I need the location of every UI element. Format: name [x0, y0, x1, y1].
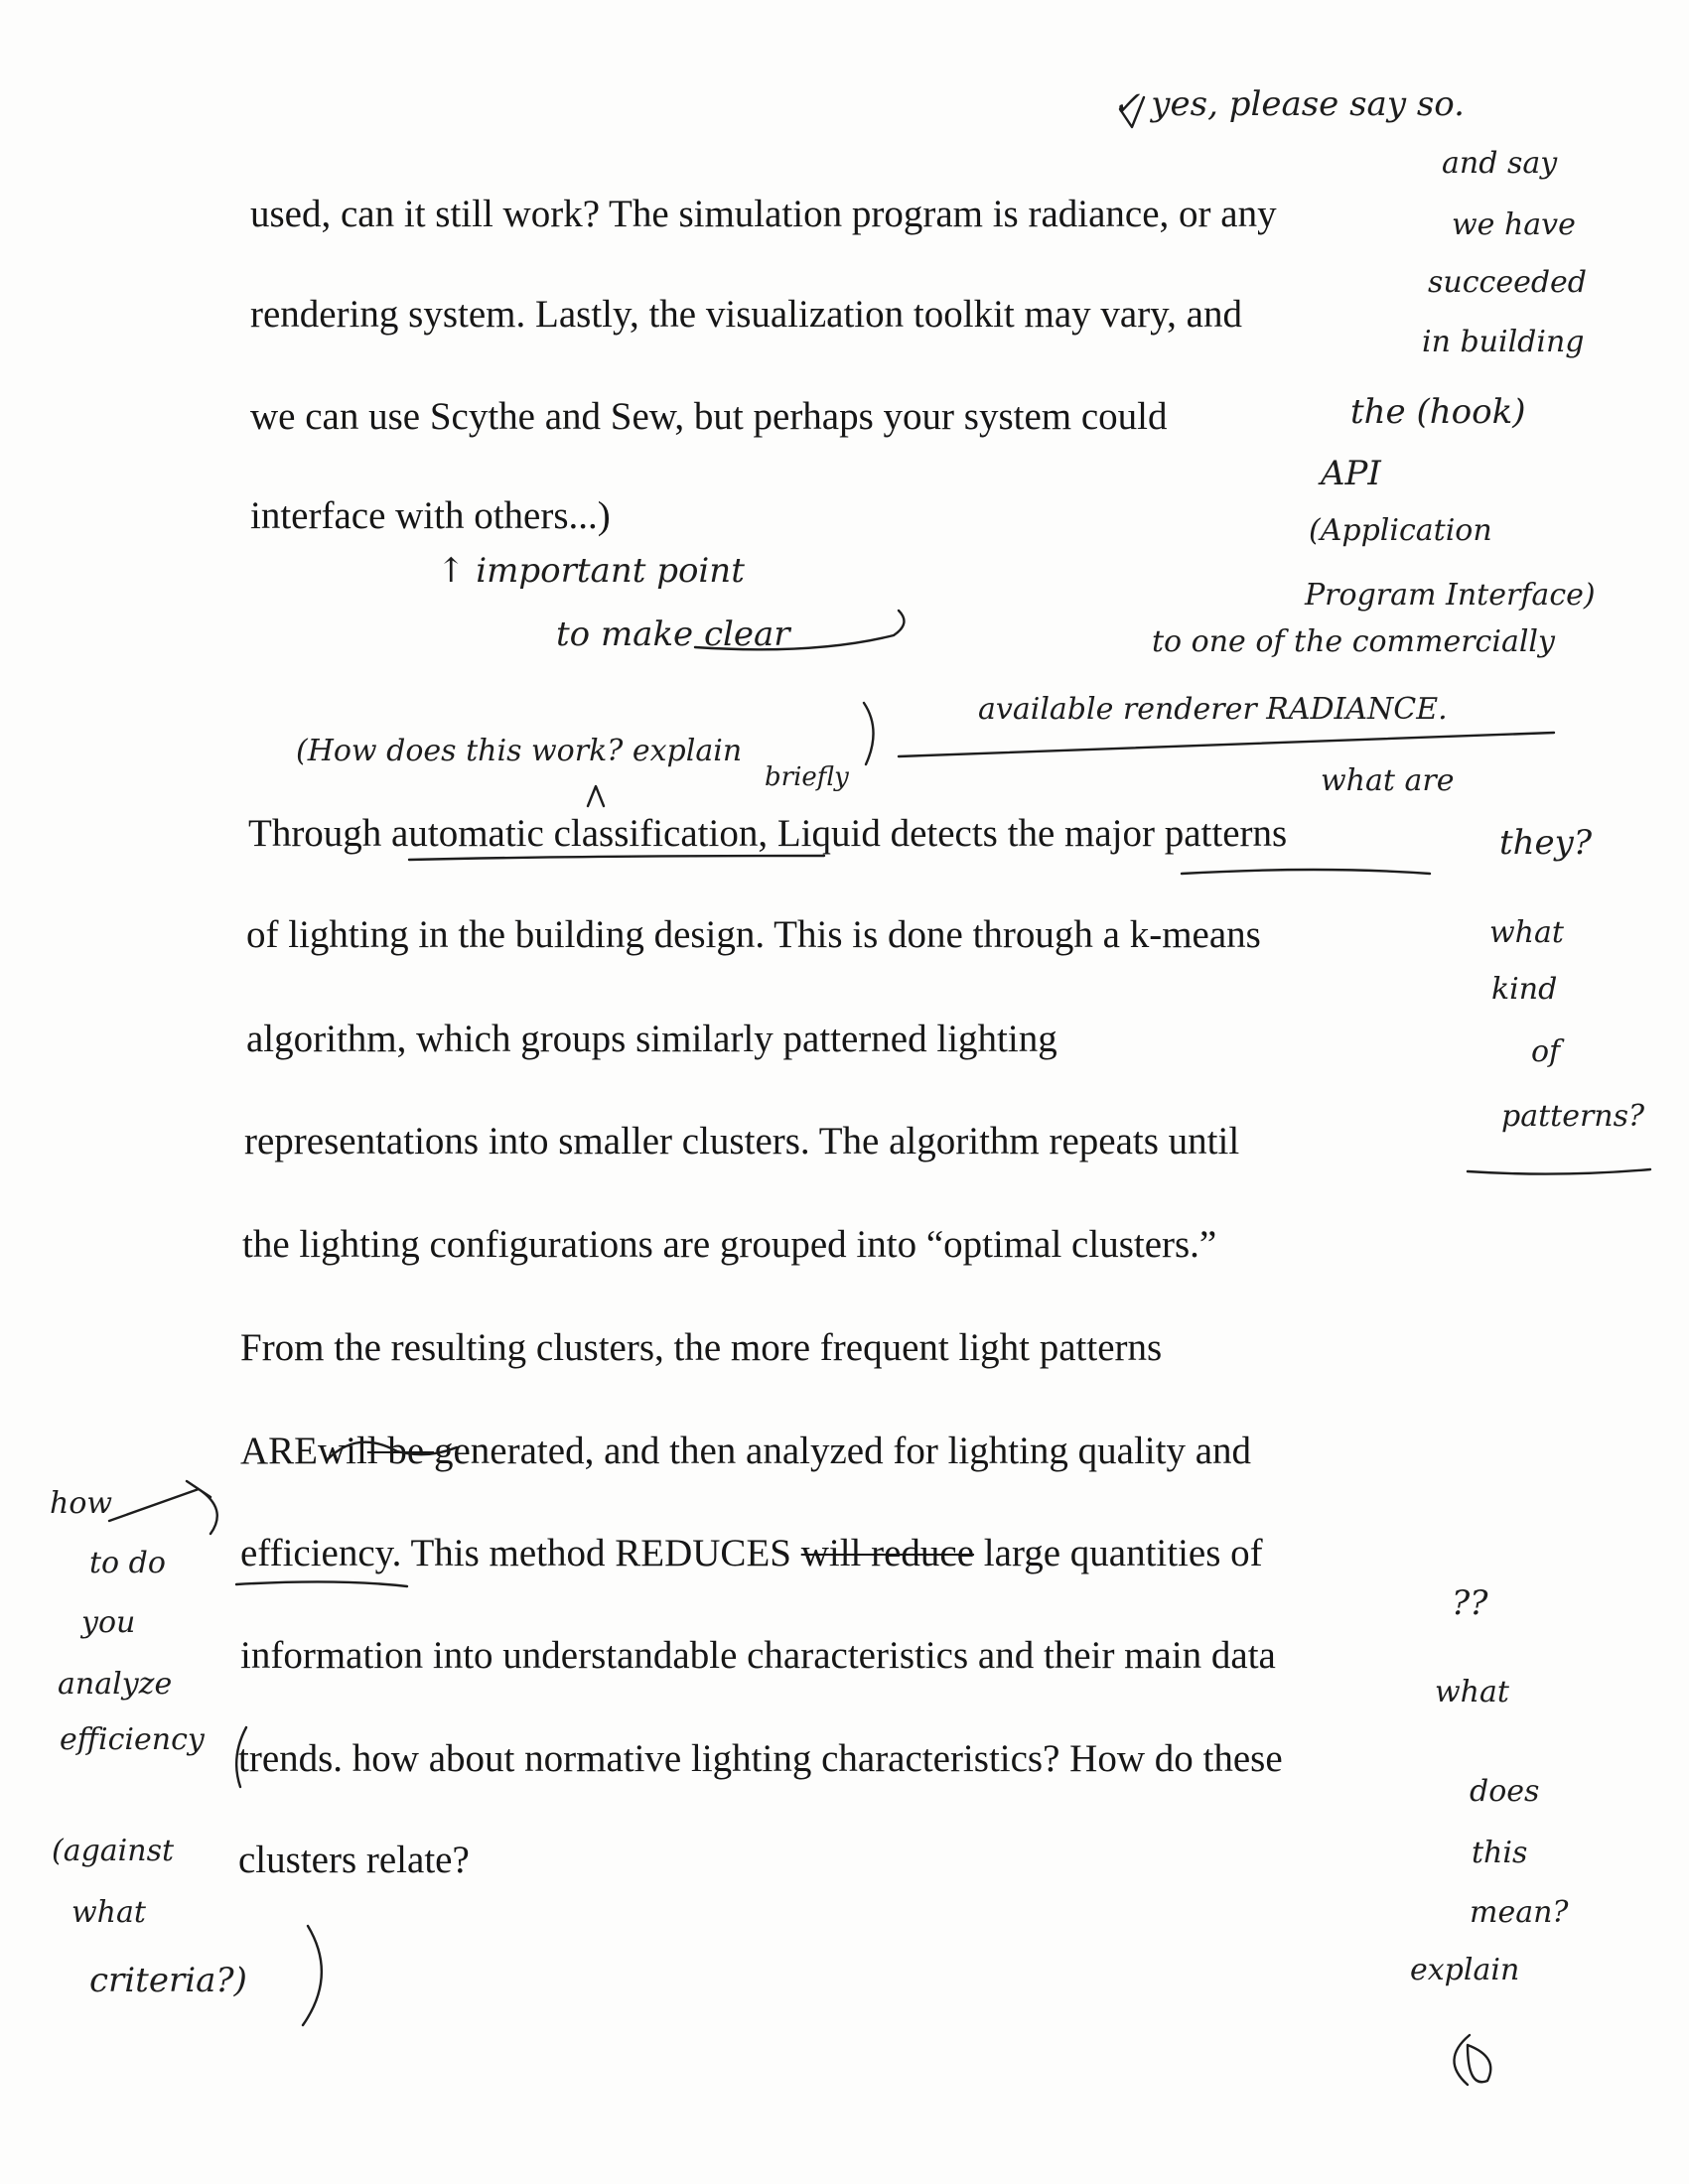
- handwritten-note: criteria?): [89, 1961, 247, 2000]
- handwritten-note: efficiency: [60, 1722, 205, 1757]
- handwritten-note: ??: [1452, 1583, 1488, 1623]
- text-line-edited: [240, 1432, 1251, 1470]
- underline-stroke: [236, 1581, 407, 1586]
- handwritten-note: what: [1489, 915, 1564, 950]
- handwritten-note: briefly: [765, 762, 849, 792]
- handwritten-note: we have: [1452, 207, 1576, 242]
- handwritten-note: (against: [52, 1834, 175, 1868]
- handwritten-note: available renderer RADIANCE.: [978, 692, 1448, 727]
- text-line: information into understandable characteristics and their main data: [240, 1634, 1276, 1677]
- handwritten-note: and say: [1442, 146, 1558, 181]
- handwritten-note: ✓ yes, please say so.: [1112, 84, 1465, 124]
- handwritten-note: kind: [1491, 972, 1558, 1007]
- text-line-edited: [240, 1534, 1263, 1572]
- handwritten-note: you: [81, 1605, 136, 1640]
- struck-text: will reduce: [800, 1532, 975, 1574]
- text-line: we can use Scythe and Sew, but perhaps your system could: [250, 395, 1168, 438]
- text-line: the lighting configurations are grouped into “optimal clusters.”: [242, 1223, 1217, 1266]
- handwritten-note: to do: [89, 1546, 166, 1580]
- underline-stroke: [409, 856, 824, 860]
- handwritten-note: what are: [1321, 763, 1455, 798]
- text-fragment: generated, and then analyzed for lighting quality and: [434, 1430, 1252, 1472]
- text-line: used, can it still work? The simulation program is radiance, or any: [250, 193, 1277, 235]
- caret-stroke: [588, 786, 604, 806]
- text-line: From the resulting clusters, the more frequent light patterns: [240, 1326, 1163, 1369]
- text-fragment: AREwil: [240, 1430, 367, 1472]
- handwritten-note: this: [1472, 1836, 1528, 1870]
- handwritten-note: in building: [1422, 325, 1585, 359]
- handwritten-note: API: [1321, 454, 1381, 493]
- handwritten-note: what: [1435, 1675, 1509, 1709]
- handwritten-note: does: [1470, 1774, 1540, 1809]
- handwritten-note: ↑ important point: [437, 551, 745, 591]
- text-line: algorithm, which groups similarly patterned lighting: [246, 1018, 1057, 1060]
- text-fragment: efficiency. This method REDUCES: [240, 1532, 801, 1574]
- handwritten-note: (How does this work? explain: [296, 734, 743, 768]
- text-line: interface with others...): [250, 494, 611, 537]
- text-fragment: large quantities of: [974, 1532, 1263, 1574]
- handwritten-note: patterns?: [1501, 1099, 1645, 1134]
- handwritten-note: to one of the commercially: [1152, 624, 1555, 659]
- handwritten-note: analyze: [58, 1667, 173, 1702]
- text-line: of lighting in the building design. This is done through a k-means: [246, 913, 1261, 956]
- handwritten-note: mean?: [1470, 1895, 1569, 1930]
- handwritten-note: Program Interface): [1305, 578, 1596, 613]
- handwritten-note: to make clear: [556, 614, 790, 654]
- handwritten-note: succeeded: [1428, 265, 1587, 300]
- text-line: clusters relate?: [238, 1839, 470, 1881]
- paren-stroke: [303, 1926, 322, 2025]
- text-line: rendering system. Lastly, the visualization toolkit may vary, and: [250, 293, 1242, 336]
- handwritten-note: what: [71, 1895, 146, 1930]
- arrow-stroke: [109, 1481, 217, 1534]
- underline-stroke: [899, 733, 1554, 756]
- underline-stroke: [1182, 870, 1430, 874]
- handwritten-note: (Application: [1309, 513, 1492, 548]
- circle-stroke: [1454, 2035, 1490, 2085]
- struck-text: l be: [366, 1430, 434, 1472]
- underline-stroke: [1468, 1169, 1650, 1174]
- text-line: Through automatic classification, Liquid detects the major patterns: [248, 812, 1288, 855]
- handwritten-note: the (hook): [1350, 392, 1526, 432]
- handwritten-note: explain: [1410, 1953, 1520, 1987]
- handwritten-note: of: [1531, 1034, 1561, 1069]
- text-line: representations into smaller clusters. The algorithm repeats until: [244, 1120, 1240, 1162]
- text-line: trends. how about normative lighting characteristics? How do these: [238, 1737, 1283, 1780]
- handwritten-note: they?: [1499, 823, 1593, 863]
- paren-stroke: [864, 703, 874, 764]
- handwritten-note: how: [50, 1486, 113, 1521]
